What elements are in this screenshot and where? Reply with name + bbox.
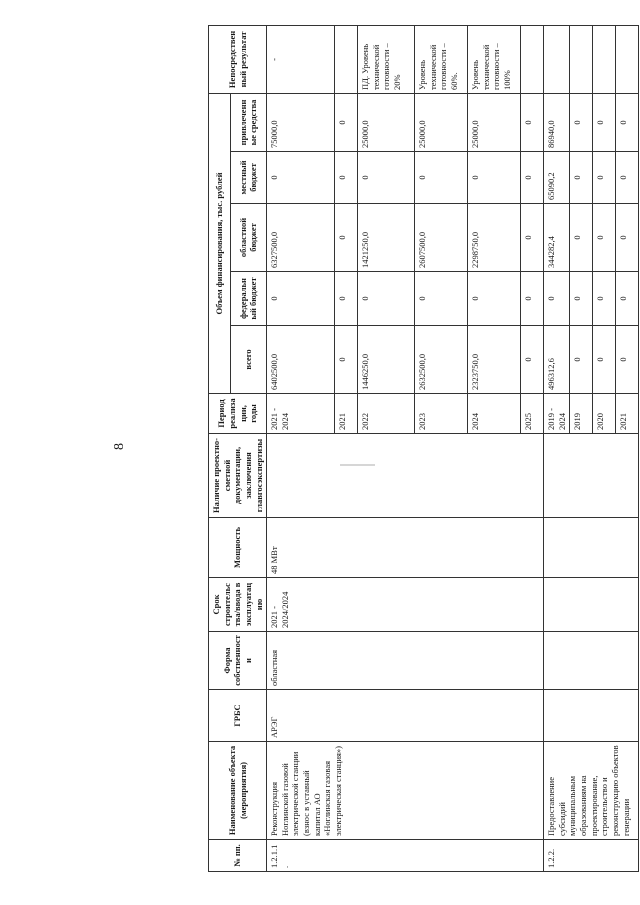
cell-attracted: 25000,0 bbox=[415, 93, 468, 151]
cell-result bbox=[570, 25, 593, 93]
cell-period: 2024 bbox=[468, 394, 521, 434]
row-grbs: АРЭГ bbox=[267, 690, 544, 742]
row-capacity: 48 МВт bbox=[267, 518, 544, 578]
cell-local: 0 bbox=[335, 152, 358, 204]
row-grbs bbox=[544, 690, 639, 742]
cell-regional: 0 bbox=[570, 204, 593, 272]
cell-local: 0 bbox=[570, 152, 593, 204]
cell-federal: 0 bbox=[335, 272, 358, 326]
cell-total: 0 bbox=[521, 326, 544, 394]
cell-total: 0 bbox=[616, 326, 639, 394]
cell-result bbox=[616, 25, 639, 93]
row-psd bbox=[544, 434, 639, 518]
cell-period: 2021 bbox=[616, 394, 639, 434]
cell-local: 0 bbox=[616, 152, 639, 204]
cell-regional: 2298750,0 bbox=[468, 204, 521, 272]
cell-period: 2025 bbox=[521, 394, 544, 434]
cell-total: 0 bbox=[570, 326, 593, 394]
cell-regional: 0 bbox=[593, 204, 616, 272]
cell-attracted: 75000,0 bbox=[267, 93, 335, 151]
cell-result bbox=[521, 25, 544, 93]
header-total: всего bbox=[230, 326, 266, 394]
cell-local: 0 bbox=[415, 152, 468, 204]
header-local: местный бюджет bbox=[230, 152, 266, 204]
cell-period: 2019 - 2024 bbox=[544, 394, 570, 434]
row-num: 1.2.2. bbox=[544, 840, 639, 872]
cell-attracted: 0 bbox=[570, 93, 593, 151]
cell-total: 0 bbox=[335, 326, 358, 394]
row-num: 1.2.1.1. bbox=[267, 840, 544, 872]
cell-federal: 0 bbox=[468, 272, 521, 326]
cell-federal: 0 bbox=[358, 272, 415, 326]
cell-federal: 0 bbox=[570, 272, 593, 326]
cell-local: 0 bbox=[358, 152, 415, 204]
header-name: Наименование объекта (мероприятия) bbox=[209, 742, 267, 840]
cell-federal: 0 bbox=[415, 272, 468, 326]
cell-attracted: 0 bbox=[335, 93, 358, 151]
cell-attracted: 25000,0 bbox=[468, 93, 521, 151]
cell-attracted: 0 bbox=[616, 93, 639, 151]
header-ownership: Форма собственности bbox=[209, 632, 267, 690]
cell-result: ПД. Уровень технической готовности – 20% bbox=[358, 25, 415, 93]
row-term bbox=[544, 578, 639, 632]
cell-regional: 2607500,0 bbox=[415, 204, 468, 272]
row-name: Предоставление субсидий муниципальным образованиям на проектирование, строительство и реконструкцию объектов генерации bbox=[544, 742, 639, 840]
row-term: 2021 - 2024/2024 bbox=[267, 578, 544, 632]
header-term: Срок строительства/ввода в эксплуатацию bbox=[209, 578, 267, 632]
cell-attracted: 86940,0 bbox=[544, 93, 570, 151]
header-funding-group: Объем финансирования, тыс. рублей bbox=[209, 93, 231, 393]
header-period: Период реализации, годы bbox=[209, 394, 267, 434]
cell-period: 2019 bbox=[570, 394, 593, 434]
cell-local: 0 bbox=[468, 152, 521, 204]
cell-attracted: 0 bbox=[593, 93, 616, 151]
cell-federal: 0 bbox=[616, 272, 639, 326]
cell-result: - bbox=[267, 25, 335, 93]
cell-total: 1446250,0 bbox=[358, 326, 415, 394]
cell-attracted: 0 bbox=[521, 93, 544, 151]
cell-total: 496312,6 bbox=[544, 326, 570, 394]
cell-local: 0 bbox=[267, 152, 335, 204]
row-name: Реконструкция Ноглинской газовой электрической станции (взнос в уставный капитал АО «Ноглинская газовая электрическая станция») bbox=[267, 742, 544, 840]
cell-federal: 0 bbox=[267, 272, 335, 326]
header-capacity: Мощность bbox=[209, 518, 267, 578]
cell-result bbox=[593, 25, 616, 93]
header-psd: Наличие проектно-сметной документации, заключения главгосэкспертизы bbox=[209, 434, 267, 518]
row-capacity bbox=[544, 518, 639, 578]
cell-regional: 0 bbox=[335, 204, 358, 272]
cell-federal: 0 bbox=[521, 272, 544, 326]
cell-local: 65090,2 bbox=[544, 152, 570, 204]
row-ownership bbox=[544, 632, 639, 690]
funding-table bbox=[208, 25, 639, 872]
row-psd bbox=[267, 434, 544, 518]
cell-result: Уровень технической готовности – 60%. bbox=[415, 25, 468, 93]
cell-regional: 6327500,0 bbox=[267, 204, 335, 272]
cell-total: 6402500,0 bbox=[267, 326, 335, 394]
row-ownership: областная bbox=[267, 632, 544, 690]
cell-regional: 0 bbox=[616, 204, 639, 272]
header-regional: областной бюджет bbox=[230, 204, 266, 272]
cell-federal: 0 bbox=[593, 272, 616, 326]
cell-local: 0 bbox=[521, 152, 544, 204]
cell-result bbox=[544, 25, 570, 93]
cell-period: 2021 - 2024 bbox=[267, 394, 335, 434]
cell-attracted: 25000,0 bbox=[358, 93, 415, 151]
cell-total: 2632500,0 bbox=[415, 326, 468, 394]
cell-result bbox=[335, 25, 358, 93]
cell-local: 0 bbox=[593, 152, 616, 204]
header-grbs: ГРБС bbox=[209, 690, 267, 742]
cell-period: 2020 bbox=[593, 394, 616, 434]
cell-regional: 0 bbox=[521, 204, 544, 272]
header-num: № пп. bbox=[209, 840, 267, 872]
cell-period: 2021 bbox=[335, 394, 358, 434]
cell-federal: 0 bbox=[544, 272, 570, 326]
header-federal: федеральный бюджет bbox=[230, 272, 266, 326]
cell-regional: 344282,4 bbox=[544, 204, 570, 272]
cell-total: 2323750,0 bbox=[468, 326, 521, 394]
cell-regional: 1421250,0 bbox=[358, 204, 415, 272]
cell-result: Уровень технической готовности – 100% bbox=[468, 25, 521, 93]
page-number: 8 bbox=[112, 443, 127, 450]
cell-total: 0 bbox=[593, 326, 616, 394]
header-result: Непосредственный результат bbox=[209, 25, 267, 93]
cell-period: 2022 bbox=[358, 394, 415, 434]
header-attracted: привлеченные средства bbox=[230, 93, 266, 151]
cell-period: 2023 bbox=[415, 394, 468, 434]
